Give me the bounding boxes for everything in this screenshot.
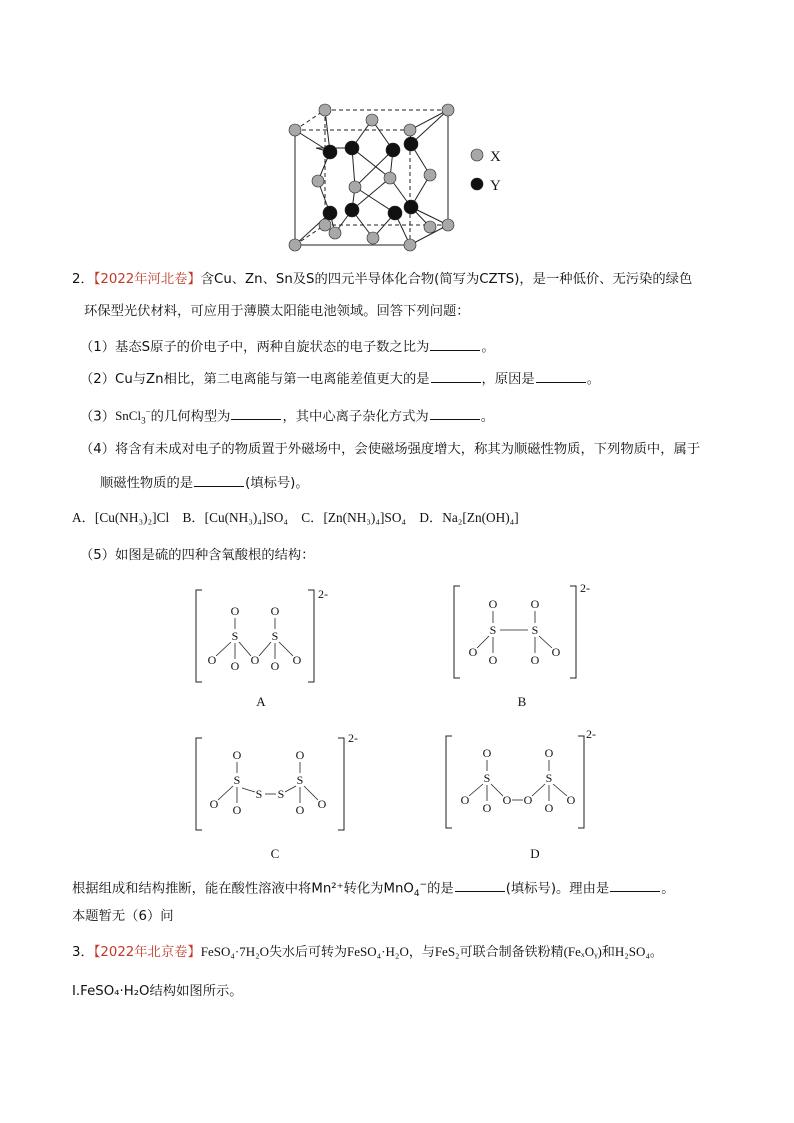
q2-p2-end: 。 xyxy=(586,372,601,387)
q2-options xyxy=(72,508,519,528)
svg-text:O: O xyxy=(230,604,240,618)
q2-intro-line2: 环保型光伏材料，可应用于薄膜太阳能电池领域。回答下列问题： xyxy=(84,304,470,319)
q2-number: 2． xyxy=(72,272,94,287)
q2-p4-end: (填标号)。 xyxy=(245,476,309,491)
atom-y xyxy=(323,145,337,159)
mno4-sup: − xyxy=(419,880,428,890)
svg-text:S: S xyxy=(271,629,279,643)
conclusion-text-a: 根据组成和结构推断，能在酸性溶液中将Mn²⁺转化为MnO xyxy=(72,881,414,897)
q2-conclusion xyxy=(72,875,674,904)
svg-text:O: O xyxy=(292,653,302,667)
atom-x xyxy=(404,124,416,136)
svg-text:O: O xyxy=(232,803,242,817)
answer-blank[interactable] xyxy=(536,368,586,383)
atom-y xyxy=(404,200,418,214)
svg-text:S: S xyxy=(296,773,304,787)
option-b-label: B． xyxy=(182,510,205,525)
sncl3-base: SnCl xyxy=(115,408,142,424)
crystal-structure-figure xyxy=(280,100,530,260)
q2-p3-prefix: （3） xyxy=(80,409,116,425)
svg-text:S: S xyxy=(531,623,539,637)
atom-x xyxy=(442,104,454,116)
answer-blank[interactable] xyxy=(455,877,505,892)
q2-p4-text: 顺磁性物质的是 xyxy=(100,476,194,491)
atom-x xyxy=(329,227,341,239)
svg-text:S: S xyxy=(233,773,241,787)
atom-x xyxy=(442,219,454,231)
q2-p2-text-a: （2）Cu与Zn相比，第二电离能与第一电离能差值更大的是 xyxy=(80,372,430,387)
option-a-formula: [Cu(NH₃)₂]Cl xyxy=(94,510,170,525)
atom-x xyxy=(289,124,301,136)
svg-text:O: O xyxy=(482,801,492,815)
answer-blank[interactable] xyxy=(231,405,281,420)
answer-blank[interactable] xyxy=(430,405,480,420)
legend-y: Y xyxy=(490,178,501,194)
option-b-formula: [Cu(NH₃)₄]SO₄ xyxy=(204,510,288,525)
atom-x xyxy=(366,114,378,126)
conclusion-text-c: (填标号)。理由是 xyxy=(505,881,610,897)
atom-x xyxy=(424,169,436,181)
atom-x xyxy=(384,172,396,184)
charge-c: 2- xyxy=(348,731,358,745)
q2-source: 【2022年河北卷】 xyxy=(93,272,201,287)
q2-part1 xyxy=(80,336,495,358)
conclusion-text-b: 的是 xyxy=(427,881,454,897)
svg-text:O: O xyxy=(530,597,540,611)
label-b: B xyxy=(517,694,527,709)
q3-source: 【2022年北京卷】 xyxy=(93,945,201,960)
option-d-label: D． xyxy=(419,510,443,525)
q2-part2 xyxy=(80,368,600,390)
svg-text:O: O xyxy=(250,653,260,667)
atom-x xyxy=(319,104,331,116)
atom-y xyxy=(345,141,359,155)
sncl3-formula xyxy=(115,407,151,426)
sulfur-oxyacid-structures xyxy=(180,578,620,868)
charge-d: 2- xyxy=(586,727,596,741)
option-a-label: A． xyxy=(72,510,95,525)
svg-text:O: O xyxy=(566,793,576,807)
atom-x xyxy=(424,221,436,233)
svg-text:O: O xyxy=(488,597,498,611)
svg-text:O: O xyxy=(551,645,561,659)
atom-y xyxy=(345,203,359,217)
svg-text:O: O xyxy=(270,604,280,618)
sncl3-sub: 3 xyxy=(141,415,146,426)
svg-text:S: S xyxy=(483,771,491,785)
svg-text:O: O xyxy=(544,746,554,760)
q2-p3-text-b: 的几何构型为 xyxy=(150,409,231,425)
svg-text:O: O xyxy=(209,797,219,811)
atom-x xyxy=(312,175,324,187)
q2-p3-text-c: ，其中心离子杂化方式为 xyxy=(282,409,429,425)
charge-b: 2- xyxy=(580,581,590,595)
q3-number: 3． xyxy=(72,945,94,960)
q3-text-paren: (FeₓOᵧ) xyxy=(563,944,602,959)
conclusion-end: 。 xyxy=(661,881,675,897)
label-c: C xyxy=(270,846,280,861)
svg-text:S: S xyxy=(489,623,497,637)
svg-text:O: O xyxy=(488,653,498,667)
q2-note: 本题暂无（6）问 xyxy=(72,909,174,924)
q3-text-a: FeSO₄·7H₂O失水后可转为FeSO₄·H₂O，与FeS₂可联合制备铁粉精 xyxy=(200,944,564,959)
atom-x xyxy=(289,239,301,251)
atom-y xyxy=(404,137,418,151)
q2-p3-end: 。 xyxy=(480,409,494,425)
svg-text:O: O xyxy=(502,793,512,807)
svg-text:S: S xyxy=(255,787,263,801)
atom-x xyxy=(319,219,331,231)
q2-intro-line1 xyxy=(72,270,692,290)
atom-y xyxy=(323,206,337,220)
svg-text:O: O xyxy=(544,801,554,815)
svg-text:S: S xyxy=(231,629,239,643)
q2-intro1: 含Cu、Zn、Sn及S的四元半导体化合物(简写为CZTS)，是一种低价、无污染的绿色 xyxy=(200,272,693,287)
charge-a: 2- xyxy=(318,587,328,601)
atom-x xyxy=(404,239,416,251)
atom-x xyxy=(367,232,379,244)
mno4-sub: 4 xyxy=(413,889,420,900)
answer-blank[interactable] xyxy=(194,472,244,487)
q2-part3 xyxy=(80,402,494,431)
legend-x: X xyxy=(490,149,501,165)
svg-text:O: O xyxy=(317,797,327,811)
q2-p1-text: （1）基态S原子的价电子中，两种自旋状态的电子数之比为 xyxy=(80,340,430,355)
atom-x xyxy=(349,181,361,193)
answer-blank[interactable] xyxy=(431,368,481,383)
svg-text:O: O xyxy=(523,793,533,807)
svg-text:O: O xyxy=(232,748,242,762)
q2-part5: （5）如图是硫的四种含氧酸根的结构： xyxy=(80,548,315,563)
svg-text:S: S xyxy=(545,771,553,785)
q2-p1-end: 。 xyxy=(481,340,495,355)
label-a: A xyxy=(256,694,266,709)
svg-text:O: O xyxy=(295,803,305,817)
svg-text:O: O xyxy=(530,653,540,667)
answer-blank[interactable] xyxy=(610,877,660,892)
option-c-formula: [Zn(NH₃)₄]SO₄ xyxy=(323,510,407,525)
q3-sub-i: I.FeSO₄·H₂O结构如图所示。 xyxy=(72,984,243,999)
q3-text xyxy=(72,942,663,963)
svg-text:O: O xyxy=(230,659,240,673)
svg-text:O: O xyxy=(270,659,280,673)
svg-text:S: S xyxy=(277,787,285,801)
option-d-formula: Na₂[Zn(OH)₄] xyxy=(442,510,519,525)
q2-part4-line1: （4）将含有未成对电子的物质置于外磁场中，会使磁场强度增大，称其为顺磁性物质，下列物质中，属于 xyxy=(80,442,701,457)
atom-y xyxy=(388,206,402,220)
label-d: D xyxy=(530,846,540,861)
answer-blank[interactable] xyxy=(430,336,480,351)
svg-text:O: O xyxy=(460,793,470,807)
q2-p2-text-b: ，原因是 xyxy=(481,372,535,387)
option-c-label: C． xyxy=(301,510,324,525)
sncl3-sup: − xyxy=(145,407,151,417)
svg-text:O: O xyxy=(295,748,305,762)
svg-text:O: O xyxy=(468,645,478,659)
q3-text-b: 和H₂SO₄。 xyxy=(601,944,663,959)
atom-y xyxy=(386,143,400,157)
svg-text:O: O xyxy=(207,653,217,667)
svg-text:O: O xyxy=(482,746,492,760)
q2-part4-line2 xyxy=(100,472,309,494)
